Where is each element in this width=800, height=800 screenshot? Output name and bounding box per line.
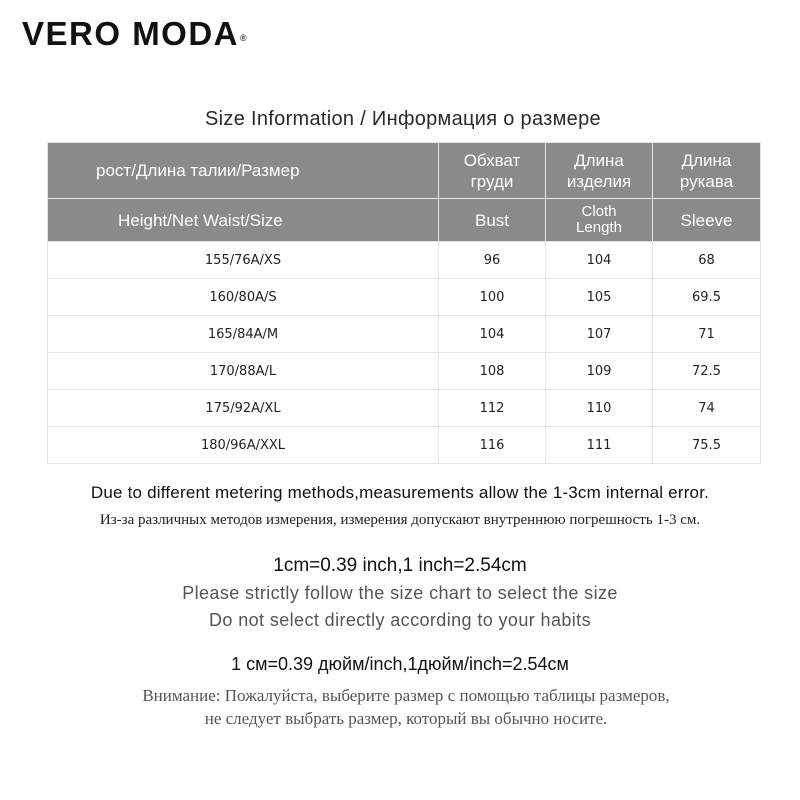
trademark-mark: ®	[240, 33, 249, 43]
error-note-en: Due to different metering methods,measurements allow the 1-3cm internal error.	[90, 483, 710, 502]
brand-logo-text: VERO MODA	[22, 15, 240, 52]
cell-sleeve: 69.5	[653, 279, 761, 316]
table-row	[48, 242, 761, 279]
table-row	[48, 316, 761, 353]
warning-ru-line2: не следует выбрать размер, который вы обычно носите.	[204, 709, 608, 728]
cell-bust: 100	[439, 279, 546, 316]
cell-sleeve: 74	[653, 390, 761, 427]
warning-ru-line1: Внимание: Пожалуйста, выберите размер с помощью таблицы размеров,	[142, 686, 670, 705]
cell-bust: 104	[439, 316, 546, 353]
cell-bust: 112	[439, 390, 546, 427]
cell-length: 104	[546, 242, 653, 279]
cell-size: 170/88A/L	[48, 353, 439, 390]
cell-bust: 96	[439, 242, 546, 279]
cell-length: 107	[546, 316, 653, 353]
header-sleeve-ru: Длина рукава	[653, 143, 761, 199]
size-info-title: Size Information / Информация о размере	[205, 108, 601, 130]
conversion-en: 1cm=0.39 inch,1 inch=2.54cm	[273, 555, 527, 576]
header-length-en: Cloth Length	[546, 199, 653, 242]
conversion-ru: 1 см=0.39 дюйм/inch,1дюйм/inch=2.54см	[231, 654, 569, 674]
cell-sleeve: 75.5	[653, 427, 761, 464]
cell-size: 180/96A/XXL	[48, 427, 439, 464]
header-size-ru: рост/Длина талии/Размер	[48, 143, 439, 199]
cell-bust: 108	[439, 353, 546, 390]
cell-sleeve: 71	[653, 316, 761, 353]
header-length-ru: Длина изделия	[546, 143, 653, 199]
header-row-en	[48, 199, 761, 242]
header-size-en: Height/Net Waist/Size	[48, 199, 439, 242]
strict-follow-note: Please strictly follow the size chart to select the size	[182, 583, 618, 603]
cell-length: 109	[546, 353, 653, 390]
error-note-ru: Из-за различных методов измерения, измерения допускают внутреннюю погрешность 1-3 см.	[99, 512, 701, 528]
cell-size: 165/84A/M	[48, 316, 439, 353]
header-bust-en: Bust	[439, 199, 546, 242]
cell-sleeve: 72.5	[653, 353, 761, 390]
size-table	[47, 142, 761, 464]
cell-size: 155/76A/XS	[48, 242, 439, 279]
cell-size: 175/92A/XL	[48, 390, 439, 427]
table-row	[48, 390, 761, 427]
cell-length: 105	[546, 279, 653, 316]
brand-logo	[22, 14, 248, 54]
cell-sleeve: 68	[653, 242, 761, 279]
cell-bust: 116	[439, 427, 546, 464]
table-row	[48, 353, 761, 390]
habits-note: Do not select directly according to your habits	[209, 610, 591, 630]
table-row	[48, 279, 761, 316]
table-row	[48, 427, 761, 464]
cell-length: 111	[546, 427, 653, 464]
cell-size: 160/80A/S	[48, 279, 439, 316]
cell-length: 110	[546, 390, 653, 427]
header-bust-ru: Обхват груди	[439, 143, 546, 199]
header-row-ru	[48, 143, 761, 199]
header-sleeve-en: Sleeve	[653, 199, 761, 242]
